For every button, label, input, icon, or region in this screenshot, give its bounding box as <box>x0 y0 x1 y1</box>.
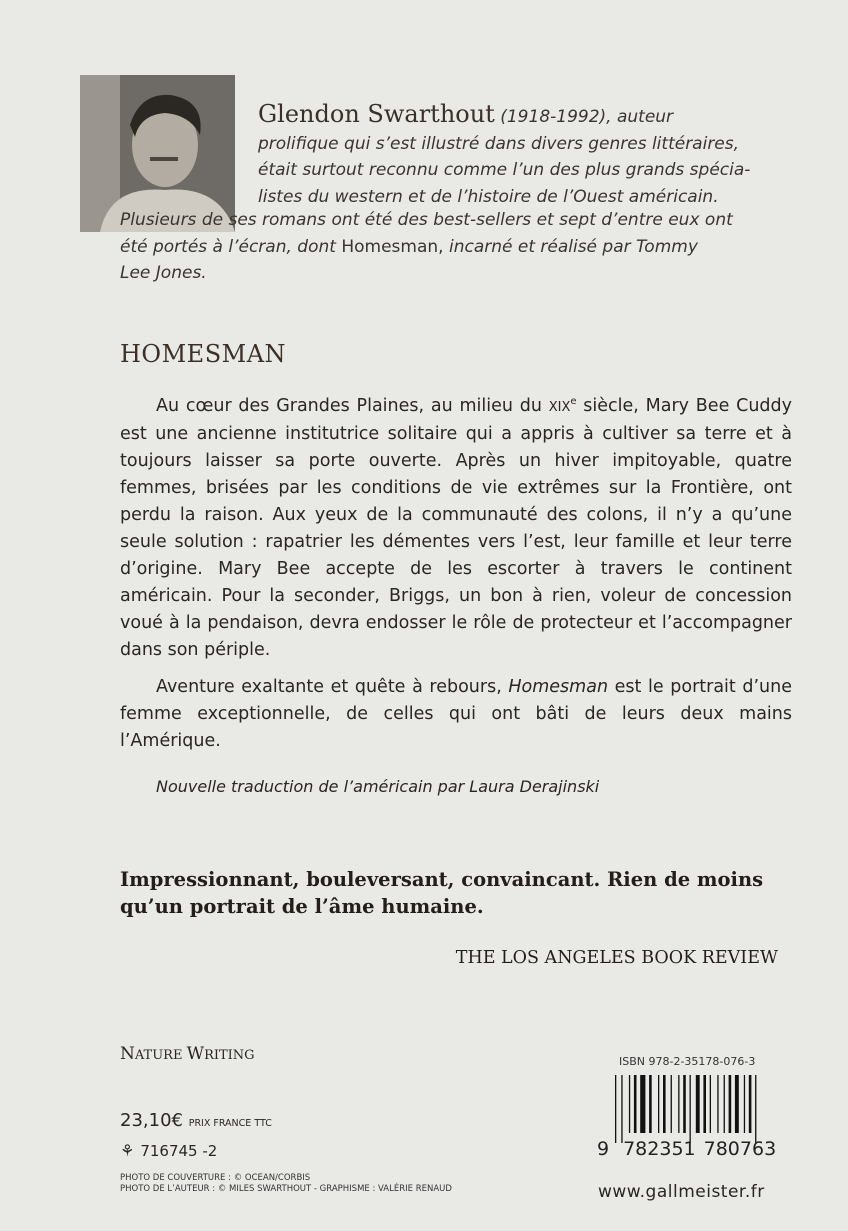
distributor-logo-icon: ⚘ <box>120 1141 135 1160</box>
summary-paragraph-2: Aventure exaltante et quête à rebours, Homesman est le portrait d’une femme exceptionnelle, de celles qui ont bâti de leurs deux mains l’Amérique. <box>120 676 793 751</box>
barcode-bar <box>678 1075 679 1133</box>
barcode-bar <box>683 1075 686 1133</box>
author-bio-cont: Plusieurs de ses romans ont été des best-sellers et sept d’entre eux ont été portés à l’écran, dont Homesman, incarné et réalisé par Tommy Lee Jones. <box>120 210 733 283</box>
barcode-bar <box>671 1075 672 1133</box>
barcode-bar <box>717 1075 718 1133</box>
review-source: THE LOS ANGELES BOOK REVIEW <box>455 948 778 968</box>
website-link[interactable]: www.gallmeister.fr <box>598 1182 765 1202</box>
barcode-bar <box>690 1075 691 1143</box>
credits: PHOTO DE COUVERTURE : © OCEAN/CORBIS PHOTO DE L’AUTEUR : © MILES SWARTHOUT - GRAPHISME : VALÉRIE RENAUD <box>120 1173 452 1194</box>
summary-paragraph-1: Au cœur des Grandes Plaines, au milieu du XIXe siècle, Mary Bee Cuddy est une ancienne institutrice solitaire qui a appris à cultiver sa terre et à toujours laisser sa porte ouverte. Après un hiver impitoyable, quatre femmes, brisées par les conditions de vie extrêmes sur la Frontière, ont perdu la raison. Aux yeux de la communauté des colons, il n’y a qu’une seule solution : rapatrier les démentes vers l’est, leur famille et leur terre d’origine. Mary Bee accepte de les escorter à travers le continent américain. Pour la seconder, Briggs, un bon à rien, voleur de concession voué à la pendaison, devra endosser le rôle de protecteur et l’accompagner dans son périple. <box>120 395 793 660</box>
translation-credit: Nouvelle traduction de l’américain par Laura Derajinski <box>156 776 600 796</box>
barcode-bar <box>629 1075 630 1133</box>
barcode <box>615 1075 785 1135</box>
price: 23,10€ PRIX FRANCE TTC <box>120 1110 272 1131</box>
barcode-bar <box>735 1075 739 1133</box>
book-title: HOMESMAN <box>120 340 287 368</box>
barcode-bar <box>634 1075 637 1133</box>
author-name: Glendon Swarthout <box>258 100 495 128</box>
barcode-bar <box>710 1075 711 1133</box>
barcode-bar <box>658 1075 659 1133</box>
barcode-bar <box>649 1075 652 1133</box>
barcode-bar <box>640 1075 645 1133</box>
barcode-digits: 9 782351 780763 <box>597 1138 777 1160</box>
barcode-bar <box>749 1075 752 1133</box>
summary <box>120 388 792 800</box>
isbn: ISBN 978-2-35178-076-3 <box>619 1055 756 1068</box>
barcode-bar <box>615 1075 616 1143</box>
author-bio: Glendon Swarthout (1918-1992), auteur prolifique qui s’est illustré dans divers genres littéraires, était surtout reconnu comme l’un des plus grands spécia- listes du western et de l’histoire de l’Ouest américain. <box>258 100 751 207</box>
barcode-bar <box>755 1075 756 1143</box>
barcode-bar <box>724 1075 725 1133</box>
distribution-code: ⚘ 716745 -2 <box>120 1141 218 1160</box>
barcode-bar <box>696 1075 700 1133</box>
barcode-bar <box>729 1075 732 1133</box>
barcode-bar <box>663 1075 666 1133</box>
review-quote: Impressionnant, bouleversant, convaincant. Rien de moins qu’un portrait de l’âme humaine. <box>120 868 764 918</box>
collection-name: NATURE WRITING <box>120 1044 255 1064</box>
barcode-bar <box>744 1075 745 1133</box>
barcode-bar <box>621 1075 622 1143</box>
barcode-bar <box>703 1075 706 1133</box>
